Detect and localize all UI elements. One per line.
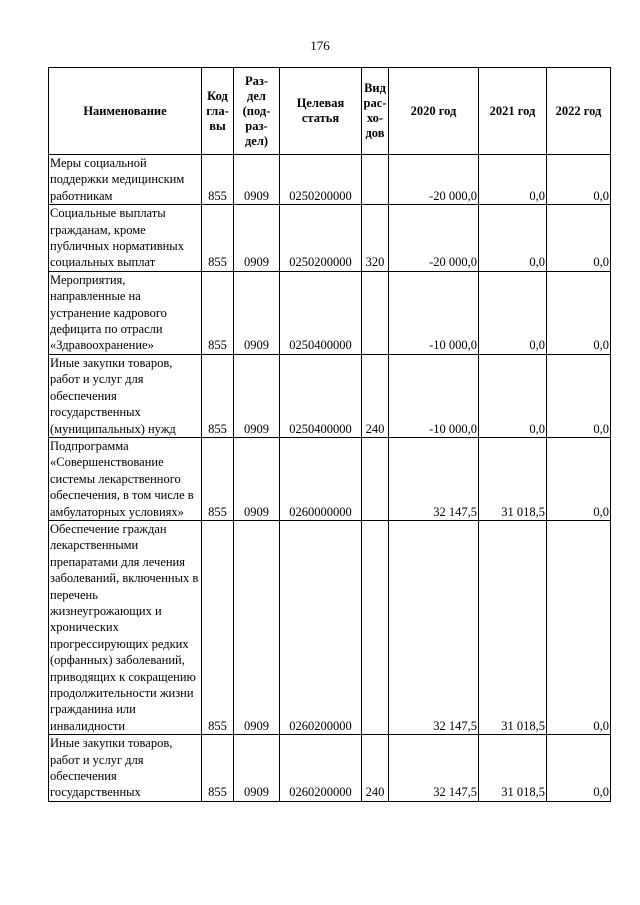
- table-row: [49, 437, 611, 520]
- cell-2020: 32 147,5: [389, 520, 479, 734]
- cell-2021: 31 018,5: [479, 735, 547, 802]
- cell-2020: -10 000,0: [389, 271, 479, 354]
- cell-name: Социальные выплаты гражданам, кроме публичных нормативных социальных выплат: [49, 205, 202, 272]
- cell-code: 855: [202, 520, 234, 734]
- table-row: [49, 354, 611, 437]
- cell-target: 0250200000: [280, 205, 362, 272]
- cell-code: 855: [202, 437, 234, 520]
- cell-code: 855: [202, 205, 234, 272]
- cell-type: 320: [362, 205, 389, 272]
- header-2020: 2020 год: [389, 68, 479, 155]
- cell-target: 0260200000: [280, 520, 362, 734]
- cell-section: 0909: [234, 271, 280, 354]
- cell-2021: 0,0: [479, 354, 547, 437]
- cell-type: 240: [362, 735, 389, 802]
- cell-name: Иные закупки товаров, работ и услуг для обеспечения государственных: [49, 735, 202, 802]
- cell-2021: 0,0: [479, 205, 547, 272]
- header-name: Наименование: [49, 68, 202, 155]
- cell-section: 0909: [234, 205, 280, 272]
- cell-section: 0909: [234, 155, 280, 205]
- cell-section: 0909: [234, 437, 280, 520]
- cell-code: 855: [202, 155, 234, 205]
- table-row: [49, 155, 611, 205]
- cell-target: 0250400000: [280, 354, 362, 437]
- cell-name: Обеспечение граждан лекарственными препаратами для лечения заболеваний, включенных в перечень жизнеугрожающих и хронических прогрессирующих редких (орфанных) заболеваний, приводящих к сокращению продолжительности жизни гражданина или инвалидности: [49, 520, 202, 734]
- cell-target: 0260000000: [280, 437, 362, 520]
- cell-2020: -20 000,0: [389, 205, 479, 272]
- cell-target: 0250200000: [280, 155, 362, 205]
- header-row: [49, 68, 611, 155]
- cell-2022: 0,0: [547, 735, 611, 802]
- cell-name: Мероприятия, направленные на устранение кадрового дефицита по отрасли «Здравоохранение»: [49, 271, 202, 354]
- cell-2020: -20 000,0: [389, 155, 479, 205]
- table-row: [49, 271, 611, 354]
- cell-section: 0909: [234, 520, 280, 734]
- cell-2021: 31 018,5: [479, 520, 547, 734]
- cell-type: [362, 155, 389, 205]
- budget-table: [48, 67, 611, 802]
- cell-target: 0260200000: [280, 735, 362, 802]
- cell-target: 0250400000: [280, 271, 362, 354]
- cell-type: [362, 271, 389, 354]
- cell-name: Подпрограмма «Совершенствование системы лекарственного обеспечения, в том числе в амбулаторных условиях»: [49, 437, 202, 520]
- table-row: [49, 205, 611, 272]
- cell-type: 240: [362, 354, 389, 437]
- cell-code: 855: [202, 271, 234, 354]
- cell-section: 0909: [234, 735, 280, 802]
- cell-2021: 0,0: [479, 155, 547, 205]
- page-number: 176: [310, 38, 330, 53]
- header-code: Код гла- вы: [202, 68, 234, 155]
- header-type: Вид рас- хо- дов: [362, 68, 389, 155]
- cell-2020: -10 000,0: [389, 354, 479, 437]
- table-row: [49, 735, 611, 802]
- cell-name: Иные закупки товаров, работ и услуг для обеспечения государственных (муниципальных) нужд: [49, 354, 202, 437]
- cell-code: 855: [202, 354, 234, 437]
- cell-2021: 0,0: [479, 271, 547, 354]
- cell-name: Меры социальной поддержки медицинским работникам: [49, 155, 202, 205]
- header-section: Раз- дел (под- раз- дел): [234, 68, 280, 155]
- cell-type: [362, 520, 389, 734]
- cell-2022: 0,0: [547, 354, 611, 437]
- header-2022: 2022 год: [547, 68, 611, 155]
- cell-2020: 32 147,5: [389, 437, 479, 520]
- table-row: [49, 520, 611, 734]
- cell-2022: 0,0: [547, 155, 611, 205]
- header-target: Целевая статья: [280, 68, 362, 155]
- cell-2022: 0,0: [547, 205, 611, 272]
- cell-2020: 32 147,5: [389, 735, 479, 802]
- cell-2022: 0,0: [547, 271, 611, 354]
- cell-code: 855: [202, 735, 234, 802]
- header-2021: 2021 год: [479, 68, 547, 155]
- cell-type: [362, 437, 389, 520]
- cell-2021: 31 018,5: [479, 437, 547, 520]
- cell-section: 0909: [234, 354, 280, 437]
- cell-2022: 0,0: [547, 437, 611, 520]
- cell-2022: 0,0: [547, 520, 611, 734]
